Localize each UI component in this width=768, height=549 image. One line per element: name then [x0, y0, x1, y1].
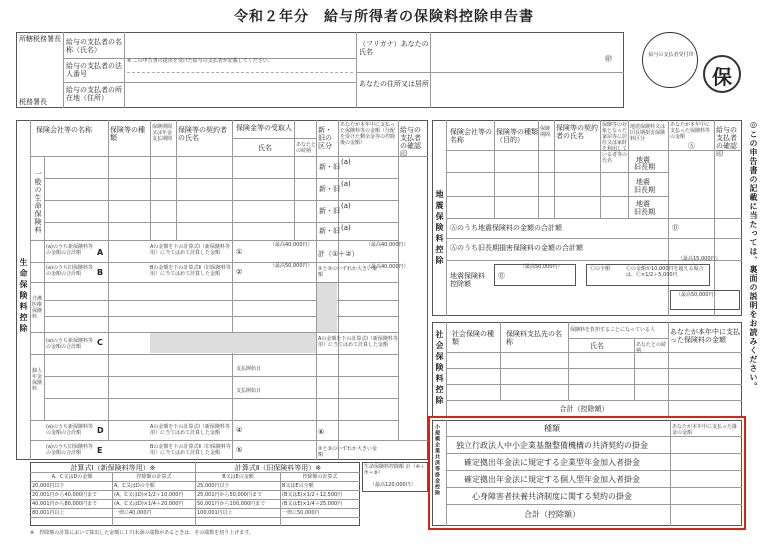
formula2-row: (B又はE)×1/2＋12,500円: [282, 492, 343, 498]
life-col-amount: あなたが本年中に支払った保険料等の金額（分配を受けた剰余金等の控除後の金額）: [340, 122, 396, 146]
tax-office-suffix: 税務署長: [19, 98, 47, 106]
small-amount-header: あなたが本年中に支払った掛金の金額: [672, 424, 738, 436]
eq-c-all: Ⓒの全額: [590, 266, 611, 272]
formula1-row: (A、C又はD)×1/4＋20,000円: [114, 501, 184, 507]
marker-5: ⑤: [236, 446, 243, 454]
highlight-box: [428, 416, 746, 530]
life-payee-name: 氏名: [258, 144, 272, 152]
payment-period-1: 支払開始日: [236, 366, 262, 372]
larger-23: ②と③のいずれか大きい金額: [318, 266, 377, 278]
seal-mark: ㊞: [605, 55, 612, 63]
formula2-row: 25,001円から50,000円まで: [197, 492, 262, 498]
shinkyu-3: 新・旧: [319, 207, 340, 215]
eq-col-resident: 保険等の対象となった家屋等に居住又は家財を利用している者等の氏名: [602, 122, 628, 164]
eq-max-15000: （最高15,000円）: [678, 256, 721, 262]
shaded-cell: [150, 333, 316, 353]
calc-e-label: Bの金額を下の計算式Ⅱ（旧保険料等用）に当てはめて計算した金額: [150, 444, 231, 456]
formula2-row: 100,001円以上: [197, 510, 233, 516]
formula1-row: 20,001円から40,000円まで: [32, 492, 97, 498]
side-note: ◎この申告書の記載に当たっては、裏面の説明をお読みください。: [749, 120, 758, 391]
small-section-label: 小規模企業共済等掛金控除: [434, 424, 440, 496]
calc-c-label: Aの金額を下の計算式Ⅰ（新保険料等用）に当てはめて計算した金額: [318, 336, 398, 348]
eq-calc-note: Ⓒの金額が10,000円を超える場合は、Ⓒ×1/2＋5,000円: [626, 266, 704, 278]
eq-col-period: 保険期間: [540, 126, 551, 138]
social-section-label: 社会保険料控除: [435, 330, 444, 407]
marker-2: ②: [236, 268, 243, 276]
eq-kubun-3: 地震: [636, 200, 650, 208]
life-col-payee: 保険金等の受取人: [236, 124, 292, 132]
form-title: 令和２年分 給与所得者の保険料控除申告書: [234, 9, 534, 25]
amount-a-1: (a): [341, 158, 351, 166]
eq-kubun-1: 地震: [636, 156, 650, 164]
small-total-label: 合計（控除額）: [524, 510, 580, 519]
eq-kubun-3b: 旧長期: [634, 208, 655, 216]
shinkyu-1: 新・旧: [319, 163, 340, 171]
calc-b-label: Bの金額を下の計算式Ⅱ（旧保険料等用）に当てはめて計算した金額: [150, 265, 231, 277]
formula2-sub-calc: 控除額の計算式: [302, 474, 338, 480]
marker-6: ⑥: [318, 428, 325, 436]
life-col-period: 保険期間又は年金支払期間: [152, 124, 173, 142]
eq-marker-a: Ⓐ: [688, 142, 695, 150]
marker-a: A: [97, 248, 104, 257]
sum-12: 計（①＋②）: [318, 250, 359, 258]
eq-marker-b2: Ⓑ: [498, 272, 505, 280]
eq-col-kubun: 地震保険料又は旧長期損害保険料区分: [630, 124, 666, 142]
larger-56: ②と③のいずれか大きい金額: [318, 446, 377, 458]
formula1-row: A、C又はDの全額: [114, 483, 155, 489]
formula1-row: 一律に40,000円: [114, 510, 152, 516]
office-label: 所轄税務署長: [19, 35, 61, 43]
formula-note: ※ 控除額の計算において算出した金額に１円未満の端数があるときは、その端数を切り上げます。: [30, 530, 254, 536]
formula1-row: (A、C又はD)×1/2＋10,000円: [114, 492, 184, 498]
limit-1: （最高40,000円）: [270, 242, 313, 248]
ho-mark: 保: [712, 65, 732, 89]
eq-max-50000-b: （最高50,000円）: [676, 292, 719, 298]
amount-a-2: (a): [341, 180, 351, 188]
amount-a-4: (a): [341, 224, 351, 232]
shinkyu-4: 新・旧: [319, 227, 340, 235]
limit-2: （最高50,000円）: [270, 263, 313, 269]
formula2-row: (B又はE)×1/4＋25,000円: [282, 501, 343, 507]
formula1-row: 20,000円以下: [32, 483, 65, 489]
payer-number-note: ※ この申告書の提出を受けた給与の支払者が記載してください。: [127, 58, 273, 64]
formula1-row: 40,001円から80,000円まで: [32, 501, 97, 507]
eq-col-company: 保険会社等の名称: [450, 128, 492, 144]
social-col-type: 社会保険の種類: [452, 330, 494, 346]
small-row-1: 独立行政法人中小企業基盤整備機構の共済契約の掛金: [456, 441, 648, 450]
life-col-contractor: 保険等の契約者の氏名: [178, 126, 227, 142]
box-c-label: (a)のうち新保険料等の金額の合計額: [46, 338, 93, 350]
box-a-label: (a)のうち新保険料等の金額の合計額: [46, 244, 93, 256]
payment-period-2: 支払開始日: [236, 388, 262, 394]
formula2-row: 一律に50,000円: [282, 510, 320, 516]
box-e-label: (a)のうち旧保険料等の金額の合計額: [46, 444, 93, 456]
formula1-header: 計算式Ⅰ（新保険料等用）※: [70, 464, 156, 472]
life-col-shinkyu: 新・旧の区分: [318, 126, 332, 150]
small-row-4: 心身障害者扶養共済制度に関する契約の掛金: [472, 492, 632, 501]
eq-marker-b: Ⓑ: [672, 224, 679, 232]
marker-e: E: [97, 446, 103, 455]
life-section-label: 生命保険料控除: [19, 258, 28, 335]
formula1-row: 80,001円以上: [32, 510, 65, 516]
limit-3: （最高40,000円）: [366, 242, 409, 248]
formula2-row: 50,001円から100,000円まで: [197, 501, 266, 507]
social-sub-relation: あなたとの続柄: [636, 342, 667, 354]
eq-kubun-2b: 旧長期: [634, 186, 655, 194]
eq-row-c: Ⓐのうち地震保険料の金額の合計額: [450, 224, 562, 232]
life-col-type: 保険等の種類: [110, 126, 145, 142]
marker-b: B: [97, 268, 104, 277]
eq-deduction-label: 地震保険料控除額: [450, 272, 485, 288]
calc-d-label: Aの金額を下の計算式Ⅰ（新保険料等用）に当てはめて計算した金額: [150, 424, 230, 436]
eq-col-type: 保険等の種類（目的）: [496, 128, 538, 144]
shinkyu-2: 新・旧: [319, 185, 340, 193]
limit-120000: （最高120,000円）: [370, 482, 416, 488]
pension-label: 個人年金保険料: [32, 368, 43, 392]
formula2-row: B又はEの全額: [282, 483, 314, 489]
life-col-company: 保険会社等の名称: [36, 126, 92, 134]
social-total-label: 合計（控除額）: [559, 405, 609, 413]
formula1-sub-amount: A、C又はDの金額: [51, 474, 93, 480]
life-col-confirm: 給与の支払者の確認印: [400, 126, 421, 158]
payer-name-label: 給与の支払者の名称（氏名）: [66, 38, 122, 54]
calc-a-label: Aの金額を下の計算式Ⅰ（新保険料等用）に当てはめて計算した金額: [150, 244, 230, 256]
stamp-text: 給与の支払者受付印: [648, 52, 694, 58]
small-row-3: 確定拠出年金法に規定する個人型年金加入者掛金: [464, 475, 640, 484]
small-header: 種類: [544, 424, 560, 433]
formula2-sub-amount: B又はEの金額: [222, 474, 254, 480]
box-b-label: (a)のうち旧保険料等の金額の合計額: [46, 265, 93, 277]
marker-4: ④: [236, 426, 243, 434]
small-row-2: 確定拠出年金法に規定する企業型年金加入者掛金: [464, 458, 640, 467]
medical-label: 介護医療保険料: [32, 296, 43, 320]
shaded-cell: [317, 283, 337, 332]
eq-col-contractor: 保険等の契約者の氏名: [556, 124, 598, 140]
receipt-stamp: [642, 32, 698, 88]
furigana-label: （フリガナ）あなたの氏名: [359, 40, 429, 56]
eq-col-amount: あなたが本年中に支払った保険料等の金額: [670, 122, 711, 140]
general-life-label: 一般の生命保険料: [34, 170, 42, 234]
social-sub-name: 氏名: [590, 342, 604, 350]
marker-c: C: [97, 338, 103, 347]
social-col-amount: あなたが本年中に支払った保険料の金額: [670, 328, 740, 344]
eq-row-d: Ⓐのうち旧長期損害保険料の金額の合計額: [450, 244, 583, 252]
formula1-sub-calc: 控除額の計算式: [136, 474, 172, 480]
formula2-header: 計算式Ⅱ（旧保険料等用）※: [234, 464, 322, 472]
life-total-label: 生命保険料控除額 計（④＋⑦＋⑨）: [364, 464, 426, 476]
eq-col-confirm: 給与の支払者の確認印: [716, 126, 737, 158]
limit-4: （最高40,000円）: [366, 264, 409, 270]
payer-address-label: 給与の支払者の所在地（住所）: [66, 86, 122, 102]
earthquake-section-label: 地震保険料控除: [435, 190, 444, 267]
life-payee-relation: あなたとの続柄: [296, 142, 317, 154]
eq-kubun-1b: 旧長期: [634, 163, 655, 171]
life-insurance-section: [16, 120, 428, 460]
box-d-label: (a)のうち新保険料等の金額の合計額: [46, 424, 93, 436]
eq-kubun-2: 地震: [636, 178, 650, 186]
eq-max-50000: （最高50,000円）: [520, 264, 563, 270]
payer-number-label: 給与の支払者の法人番号: [66, 62, 122, 78]
social-col-payee: 保険料支払先の名称: [506, 330, 562, 346]
marker-d: D: [97, 426, 104, 435]
marker-1: ①: [236, 248, 243, 256]
social-col-payer: 保険料を負担することになっている人: [570, 327, 656, 333]
formula2-row: 25,000円以下: [197, 483, 230, 489]
amount-a-3: (a): [341, 202, 351, 210]
your-address-label: あなたの住所又は居所: [359, 80, 429, 88]
